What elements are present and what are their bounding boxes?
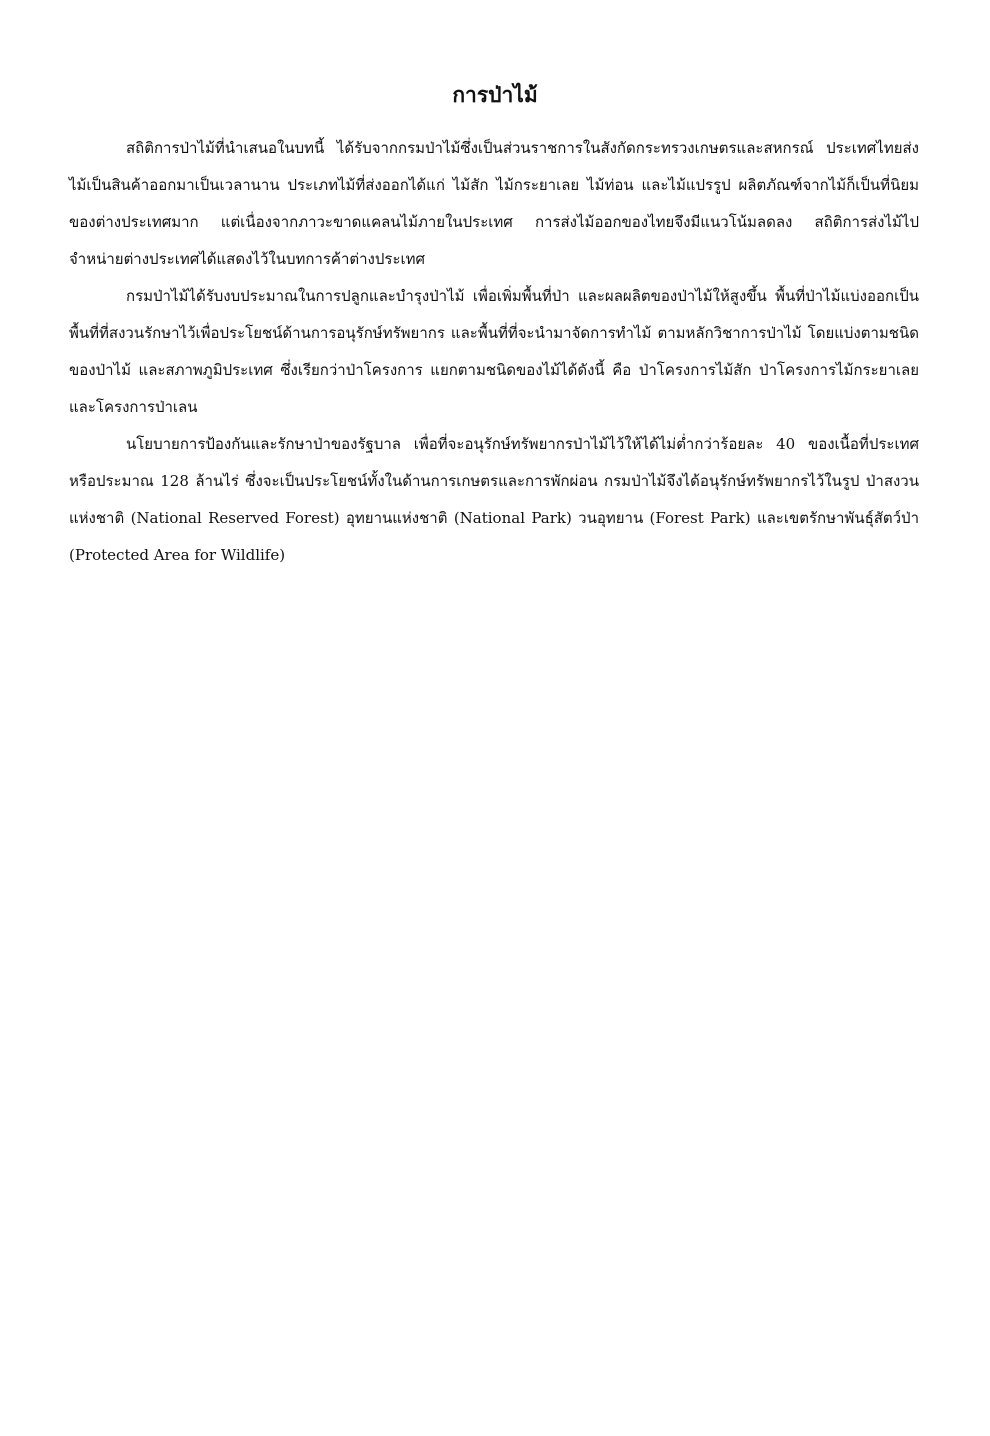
paragraph-forest-budget: กรมป่าไม้ได้รับงบประมาณในการปลูกและบำรุงป่าไม้ เพื่อเพิ่มพื้นที่ป่า และผลผลิตของป่าไม้ให้สูงขึ้น พื้นที่ป่าไม้แบ่งออกเป็น พื้นที่ที่สงวนรักษาไว้เพื่อประโยชน์ด้านการอนุรักษ์ทรัพยากร และพื้นที่ที่จะนำมาจัดการทำไม้ ตามหลักวิชาการป่าไม้ โดยแบ่งตามชนิดของป่าไม้ และสภาพภูมิประเทศ ซึ่งเรียกว่าป่าโครงการ แยกตามชนิดของไม้ได้ดังนี้ คือ ป่าโครงการไม้สัก ป่าโครงการไม้กระยาเลย และโครงการป่าเลน xyxy=(69,287,919,416)
document-title: การป่าไม้ xyxy=(452,82,538,107)
document-body xyxy=(69,130,919,574)
paragraph-conservation-policy: นโยบายการป้องกันและรักษาป่าของรัฐบาล เพื่อที่จะอนุรักษ์ทรัพยากรป่าไม้ไว้ให้ได้ไม่ต่ำกว่าร้อยละ 40 ของเนื้อที่ประเทศหรือประมาณ 128 ล้านไร่ ซึ่งจะเป็นประโยชน์ทั้งในด้านการเกษตรและการพักผ่อน กรมป่าไม้จึงได้อนุรักษ์ทรัพยากรไว้ในรูป ป่าสงวนแห่งชาติ (National Reserved Forest) อุทยานแห่งชาติ (National Park) วนอุทยาน (Forest Park) และเขตรักษาพันธุ์สัตว์ป่า (Protected Area for Wildlife) xyxy=(69,435,919,564)
paragraph-forestry-statistics: สถิติการป่าไม้ที่นำเสนอในบทนี้ ได้รับจากกรมป่าไม้ซึ่งเป็นส่วนราชการในสังกัดกระทรวงเกษตรและสหกรณ์ ประเทศไทยส่งไม้เป็นสินค้าออกมาเป็นเวลานาน ประเภทไม้ที่ส่งออกได้แก่ ไม้สัก ไม้กระยาเลย ไม้ท่อน และไม้แปรรูป ผลิตภัณฑ์จากไม้ก็เป็นที่นิยมของต่างประเทศมาก แต่เนื่องจากภาวะขาดแคลนไม้ภายในประเทศ การส่งไม้ออกของไทยจึงมีแนวโน้มลดลง สถิติการส่งไม้ไปจำหน่ายต่างประเทศได้แสดงไว้ในบทการค้าต่างประเทศ xyxy=(69,139,919,268)
